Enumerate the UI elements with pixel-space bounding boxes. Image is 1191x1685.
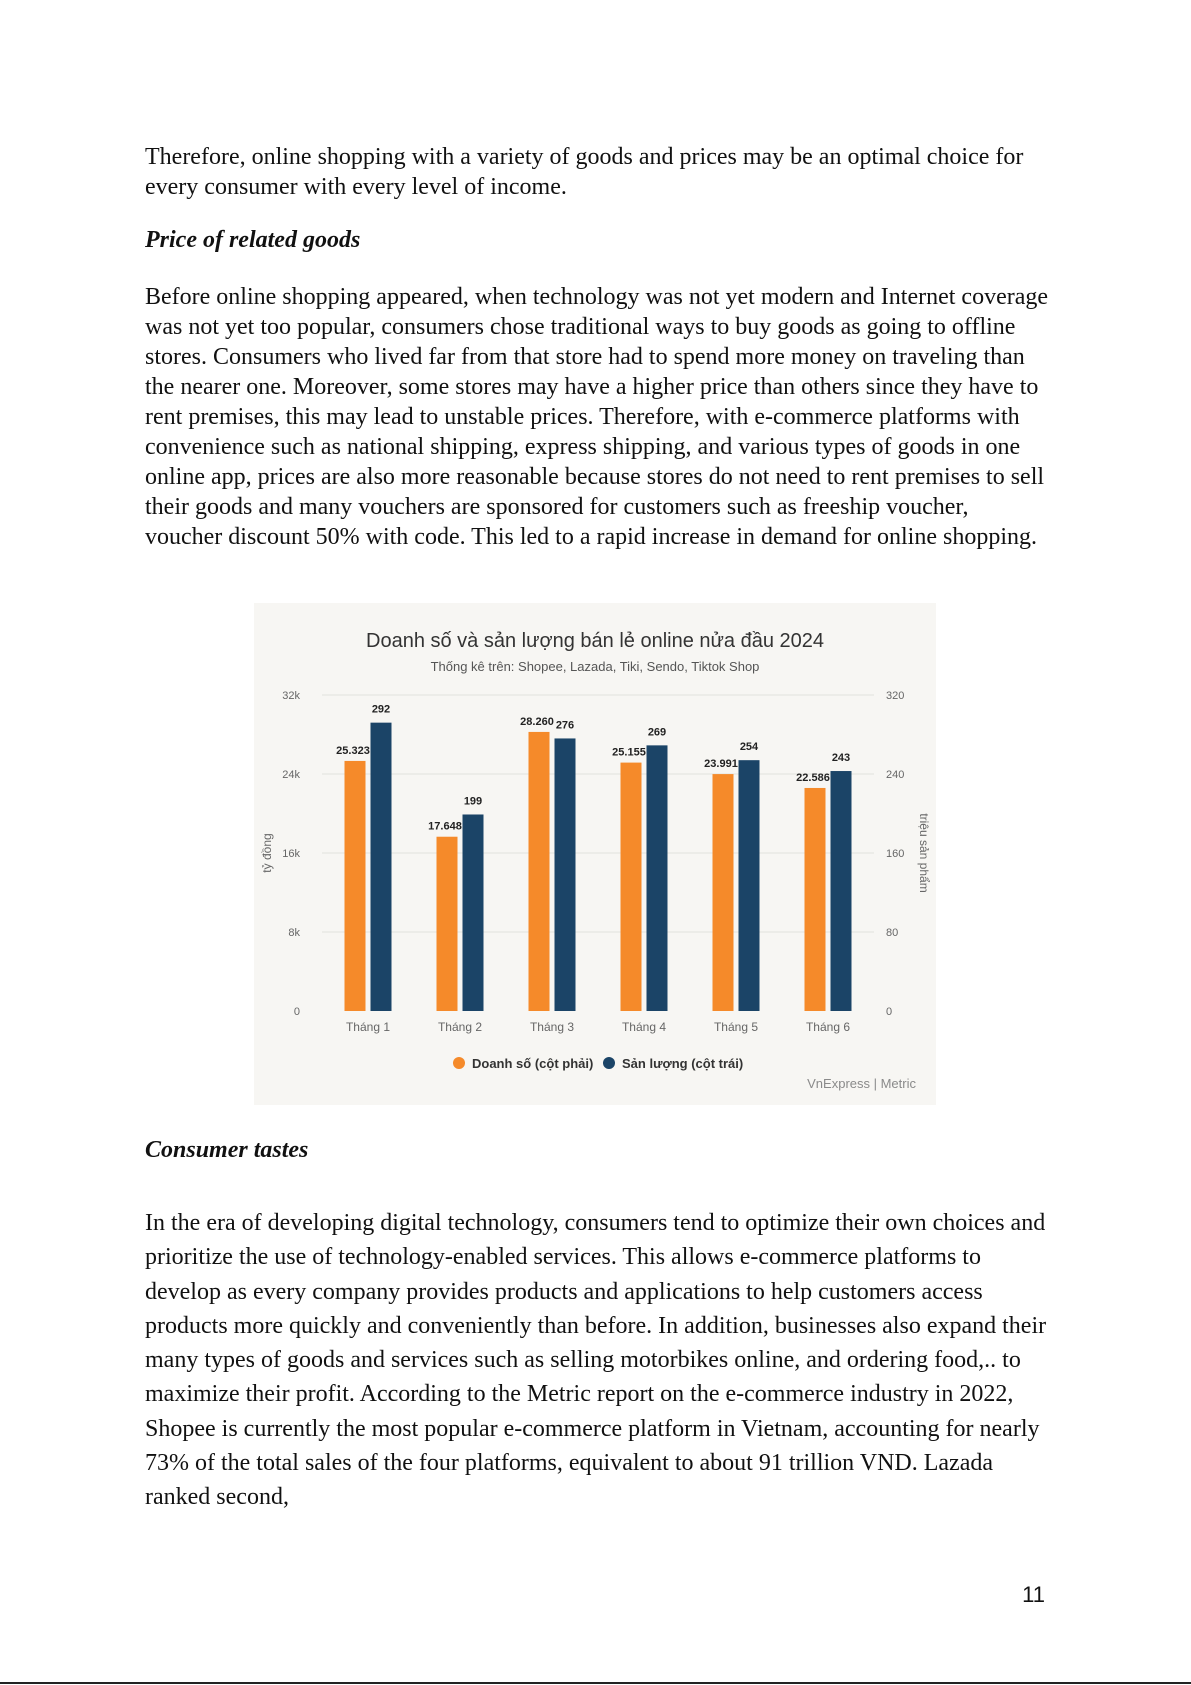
data-label-doanh-so: 17.648 — [428, 820, 462, 833]
heading-consumer-tastes: Consumer tastes — [145, 1137, 309, 1163]
x-tick-label: Tháng 5 — [713, 1020, 759, 1034]
legend-label: Doanh số (cột phải) — [472, 1056, 594, 1071]
data-label-doanh-so: 23.991 — [704, 758, 738, 771]
data-label-san-luong: 269 — [647, 726, 667, 739]
bar-doanh-so — [437, 837, 458, 1011]
bar-san-luong — [371, 723, 392, 1011]
legend-label: Sản lượng (cột trái) — [622, 1056, 744, 1071]
data-label-doanh-so: 22.586 — [796, 771, 830, 784]
data-label-san-luong: 199 — [463, 795, 483, 808]
bar-doanh-so — [805, 788, 826, 1011]
y-tick-left: 32k — [282, 690, 300, 702]
y-tick-right: 240 — [886, 769, 905, 781]
chart-svg — [254, 603, 936, 1105]
data-label-san-luong: 292 — [371, 703, 391, 716]
y-tick-right: 0 — [886, 1006, 893, 1018]
x-tick-label: Tháng 1 — [345, 1020, 391, 1034]
y-tick-left: 24k — [282, 769, 300, 781]
y-axis-label-left: tỷ đồng — [260, 833, 274, 873]
chart-source: VnExpress | Metric — [807, 1076, 916, 1091]
sales-chart — [254, 603, 936, 1105]
y-tick-left: 8k — [288, 927, 300, 939]
paragraph-income: Therefore, online shopping with a variety of goods and prices may be an optimal choice for every consumer with every level of income. — [145, 144, 1024, 200]
data-label-san-luong: 243 — [831, 752, 851, 765]
legend-marker — [453, 1057, 465, 1069]
bar-doanh-so — [529, 732, 550, 1011]
y-tick-left: 16k — [282, 848, 300, 860]
bar-san-luong — [555, 738, 576, 1011]
y-axis-label-right: triệu sản phẩm — [917, 813, 931, 893]
chart-bars — [336, 704, 851, 1011]
chart-title: Doanh số và sản lượng bán lẻ online nửa đầu 2024 — [366, 630, 824, 652]
bottom-divider — [0, 1682, 1191, 1684]
data-label-san-luong: 254 — [739, 741, 759, 754]
x-tick-label: Tháng 4 — [621, 1020, 667, 1034]
y-tick-right: 160 — [886, 848, 905, 860]
data-label-doanh-so: 25.155 — [612, 746, 646, 759]
legend-marker — [603, 1057, 615, 1069]
y-tick-left: 0 — [293, 1006, 300, 1018]
bar-doanh-so — [713, 774, 734, 1011]
y-tick-right: 80 — [886, 927, 899, 939]
bar-doanh-so — [621, 763, 642, 1011]
data-label-doanh-so: 25.323 — [336, 744, 370, 757]
data-label-san-luong: 276 — [555, 719, 575, 732]
y-tick-right: 320 — [886, 690, 905, 702]
x-tick-label: Tháng 2 — [437, 1020, 483, 1034]
x-tick-label: Tháng 6 — [805, 1020, 851, 1034]
chart-legend — [453, 1056, 743, 1071]
chart-subtitle: Thống kê trên: Shopee, Lazada, Tiki, Sendo, Tiktok Shop — [430, 659, 760, 674]
bar-san-luong — [647, 745, 668, 1011]
chart-grid — [322, 695, 874, 932]
x-tick-label: Tháng 3 — [529, 1020, 575, 1034]
paragraph-price-related-goods: Before online shopping appeared, when technology was not yet modern and Internet coverage was not yet too popular, consumers chose traditional ways to buy goods as going to offline stores. Consumers who lived far from that store had to spend more money on traveling than the nearer one. Moreover, some stores may have a higher price than others since they have to rent premises, this may lead to unstable prices. Therefore, with e-commerce platforms with convenience such as national shipping, express shipping, and various types of goods in one online app, prices are also more reasonable because stores do not need to rent premises to sell their goods and many vouchers are sponsored for customers such as freeship voucher, voucher discount 50% with code. This led to a rapid increase in demand for online shopping. — [145, 284, 1049, 550]
bar-san-luong — [463, 814, 484, 1011]
data-label-doanh-so: 28.260 — [520, 715, 554, 728]
bar-doanh-so — [345, 761, 366, 1011]
heading-price-related-goods: Price of related goods — [145, 227, 361, 253]
bar-san-luong — [831, 771, 852, 1011]
page-number: 11 — [1022, 1582, 1045, 1607]
paragraph-consumer-tastes: In the era of developing digital technology, consumers tend to optimize their own choices and prioritize the use of technology-enabled services. This allows e-commerce platforms to develop as every company provides products and applications to help customers access products more quickly and conveniently than before. In addition, businesses also expand their many types of goods and services such as selling motorbikes online, and ordering food,.. to maximize their profit. According to the Metric report on the e-commerce industry in 2022, Shopee is currently the most popular e-commerce platform in Vietnam, accounting for nearly 73% of the total sales of the four platforms, equivalent to about 91 trillion VND. Lazada ranked second, — [145, 1210, 1047, 1511]
bar-san-luong — [739, 760, 760, 1011]
